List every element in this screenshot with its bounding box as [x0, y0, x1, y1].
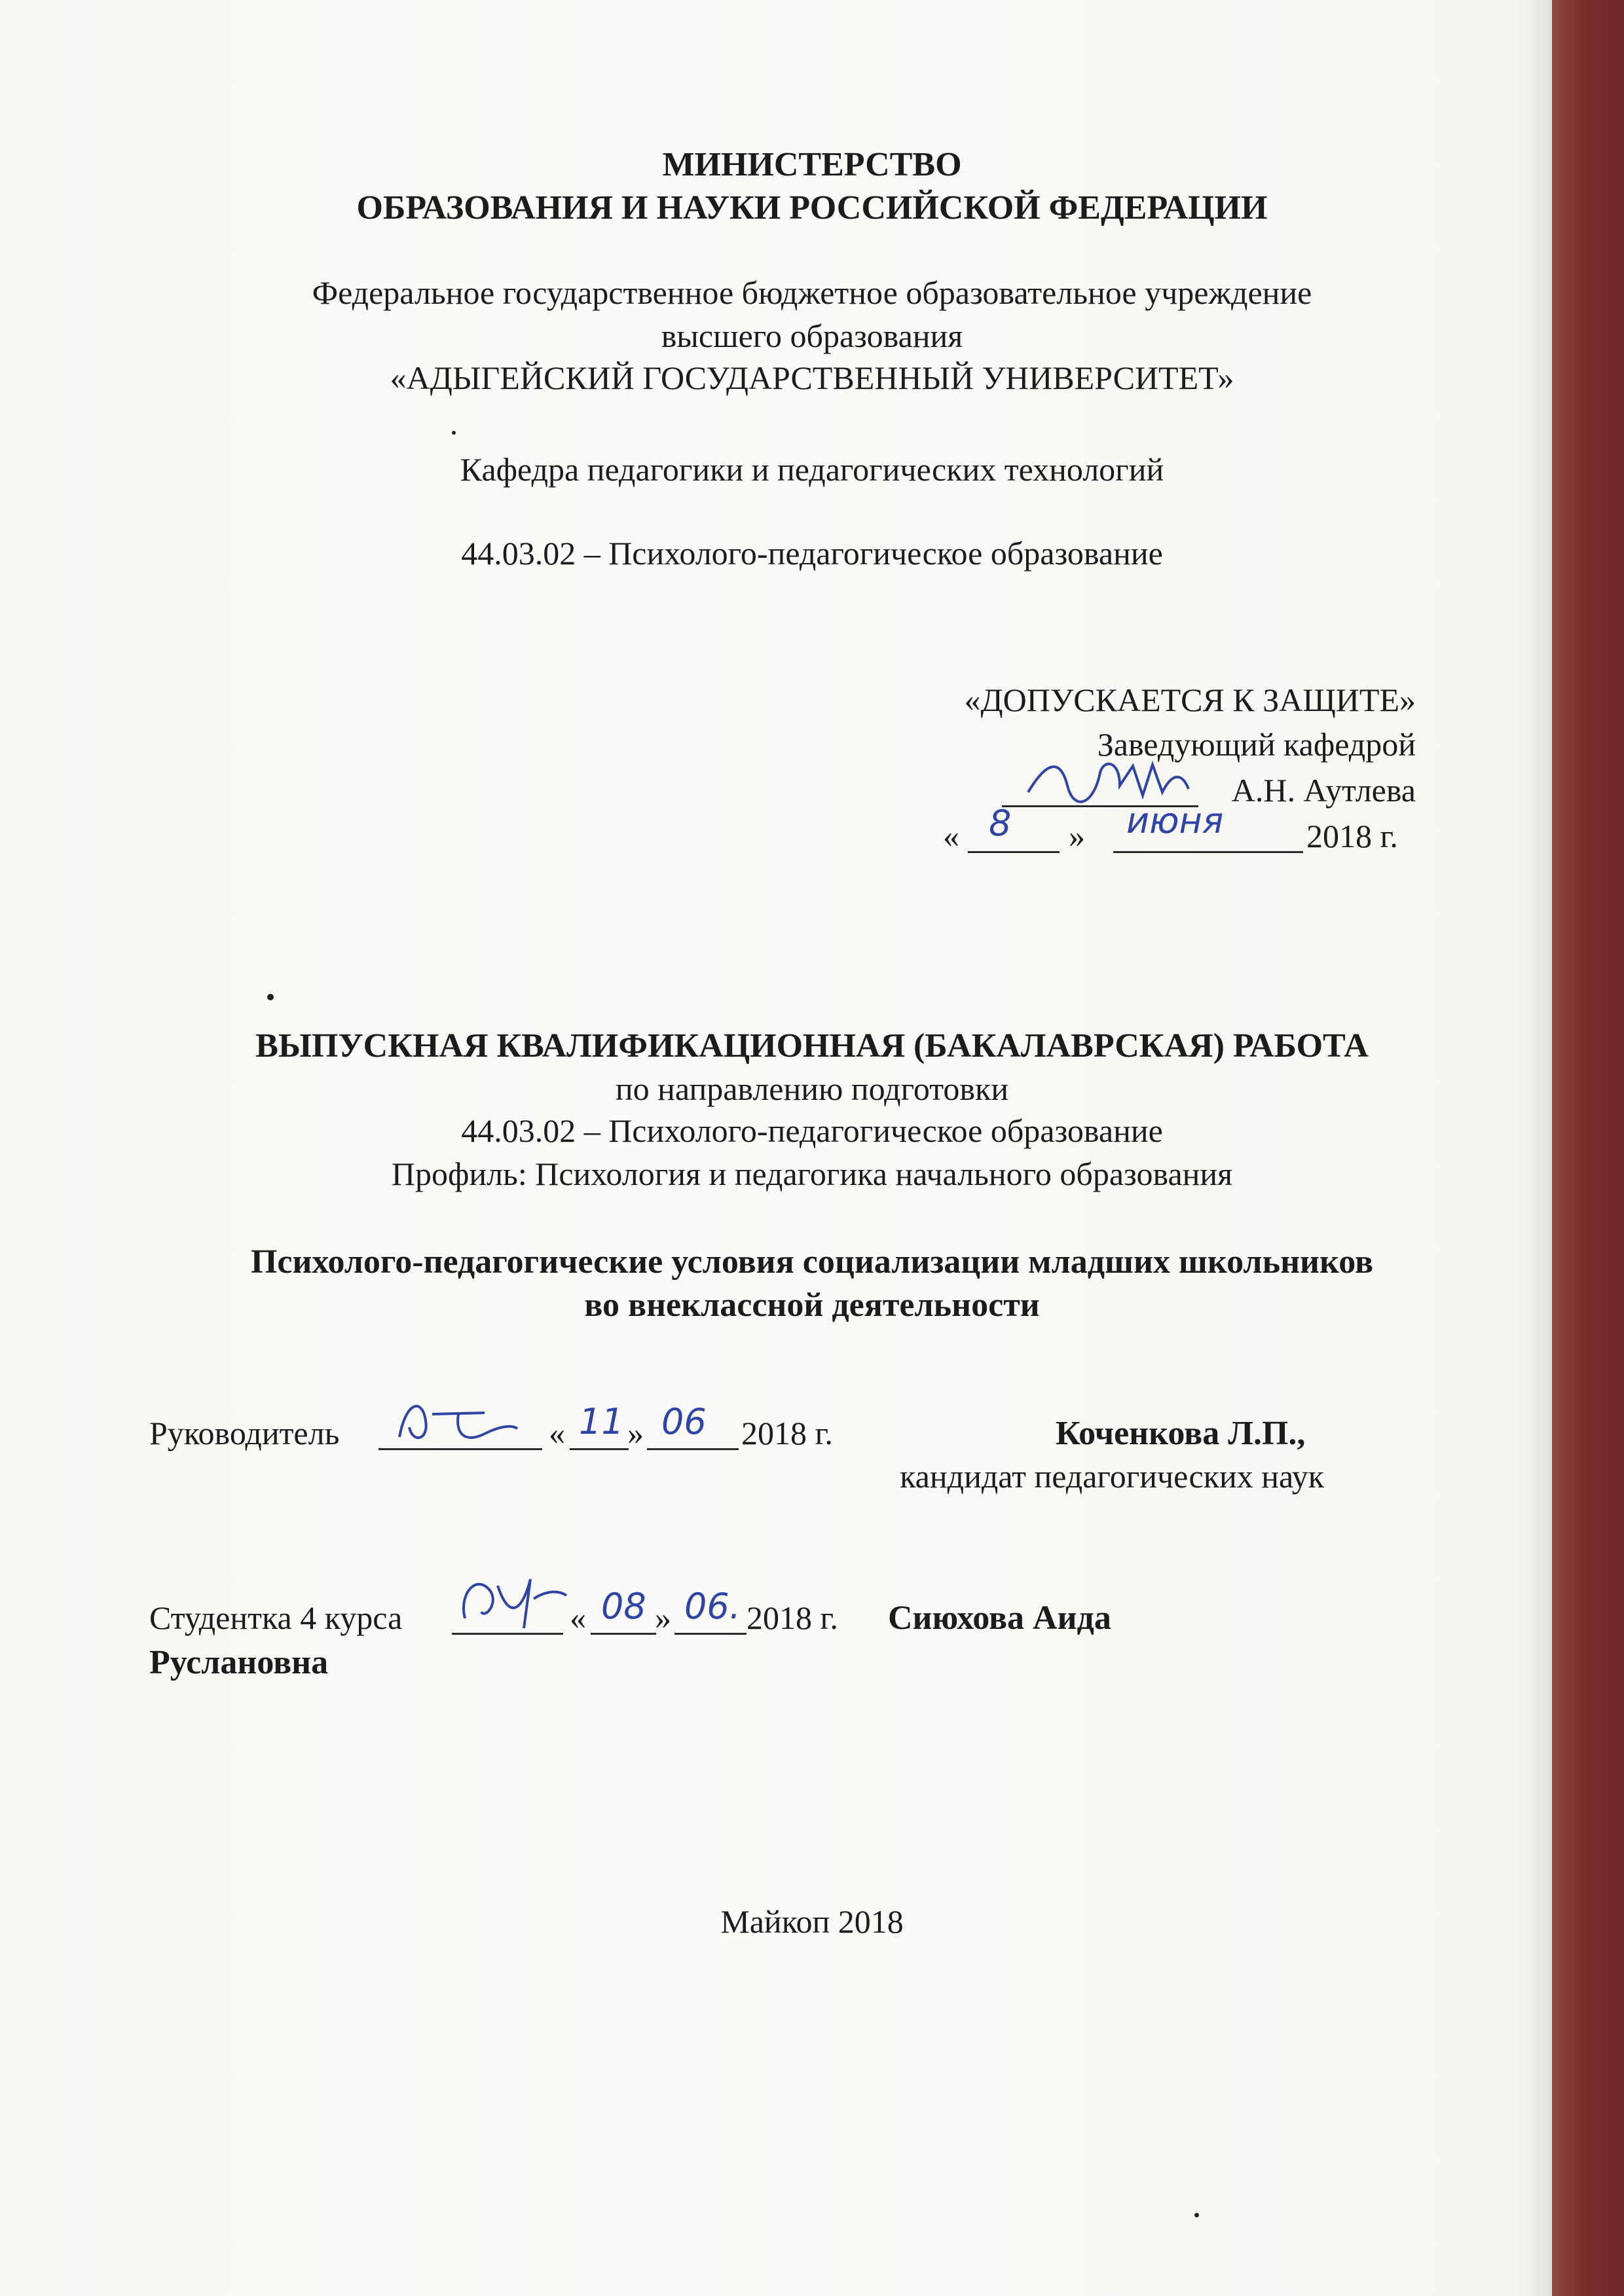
- ministry-line-2: ОБРАЗОВАНИЯ И НАУКИ РОССИЙСКОЙ ФЕДЕРАЦИИ: [356, 189, 1268, 227]
- student-name-line-1: Сиюхова Аида: [888, 1599, 1111, 1637]
- student-name-line-2: Руслановна: [149, 1644, 329, 1681]
- approval-month: июня: [1126, 800, 1224, 841]
- admitted-label: «ДОПУСКАЕТСЯ К ЗАЩИТЕ»: [964, 682, 1416, 718]
- direction-label: по направлению подготовки: [615, 1070, 1009, 1107]
- supervisor-signature-image: [386, 1388, 524, 1453]
- supervisor-day: 11: [579, 1401, 624, 1442]
- student-month: 06.: [684, 1586, 741, 1627]
- student-label: Студентка 4 курса: [149, 1599, 403, 1636]
- student-signature-image: [452, 1566, 570, 1638]
- supervisor-open-quote: «: [549, 1415, 565, 1451]
- ministry-line-1: МИНИСТЕРСТВО: [662, 146, 962, 183]
- approval-day-underline: [968, 817, 1060, 861]
- head-of-department-title: Заведующий кафедрой: [1097, 726, 1416, 763]
- head-name: А.Н. Аутлева: [1231, 772, 1416, 809]
- student-open-quote: «: [570, 1599, 586, 1636]
- ink-dot: [267, 994, 274, 1000]
- supervisor-close-quote: »: [627, 1415, 644, 1451]
- approval-day: 8: [989, 803, 1012, 844]
- institution-line-1: Федеральное государственное бюджетное образовательное учреждение: [312, 274, 1312, 311]
- ink-speck-bottom: [1194, 2213, 1199, 2217]
- thesis-title-line-1: Психолого-педагогические условия социализации младших школьников: [250, 1243, 1374, 1281]
- supervisor-name: Коченкова Л.П.,: [1056, 1415, 1306, 1452]
- student-year: 2018 г.: [747, 1599, 838, 1636]
- program-code: 44.03.02 – Психолого-педагогическое образование: [461, 535, 1163, 572]
- approval-date-close-quote: »: [1069, 818, 1085, 854]
- thesis-title-line-2: во внеклассной деятельности: [584, 1286, 1040, 1324]
- department-name: Кафедра педагогики и педагогических технологий: [460, 451, 1164, 488]
- university-name: «АДЫГЕЙСКИЙ ГОСУДАРСТВЕННЫЙ УНИВЕРСИТЕТ»: [390, 359, 1234, 396]
- approval-year: 2018 г.: [1306, 818, 1398, 854]
- student-day: 08: [601, 1586, 646, 1627]
- supervisor-year: 2018 г.: [741, 1415, 833, 1451]
- student-close-quote: »: [655, 1599, 671, 1636]
- work-type: ВЫПУСКНАЯ КВАЛИФИКАЦИОННАЯ (БАКАЛАВРСКАЯ) РАБОТА: [255, 1027, 1369, 1065]
- ink-speck: [452, 431, 456, 435]
- profile: Профиль: Психология и педагогика начального образования: [391, 1156, 1233, 1192]
- supervisor-degree: кандидат педагогических наук: [900, 1458, 1324, 1495]
- supervisor-label: Руководитель: [149, 1415, 340, 1451]
- direction-program: 44.03.02 – Психолого-педагогическое образование: [461, 1112, 1163, 1149]
- institution-line-2: высшего образования: [661, 318, 963, 354]
- supervisor-month: 06: [661, 1401, 707, 1442]
- approval-date-open-quote: «: [943, 818, 959, 854]
- city-year: Майкоп 2018: [720, 1903, 904, 1940]
